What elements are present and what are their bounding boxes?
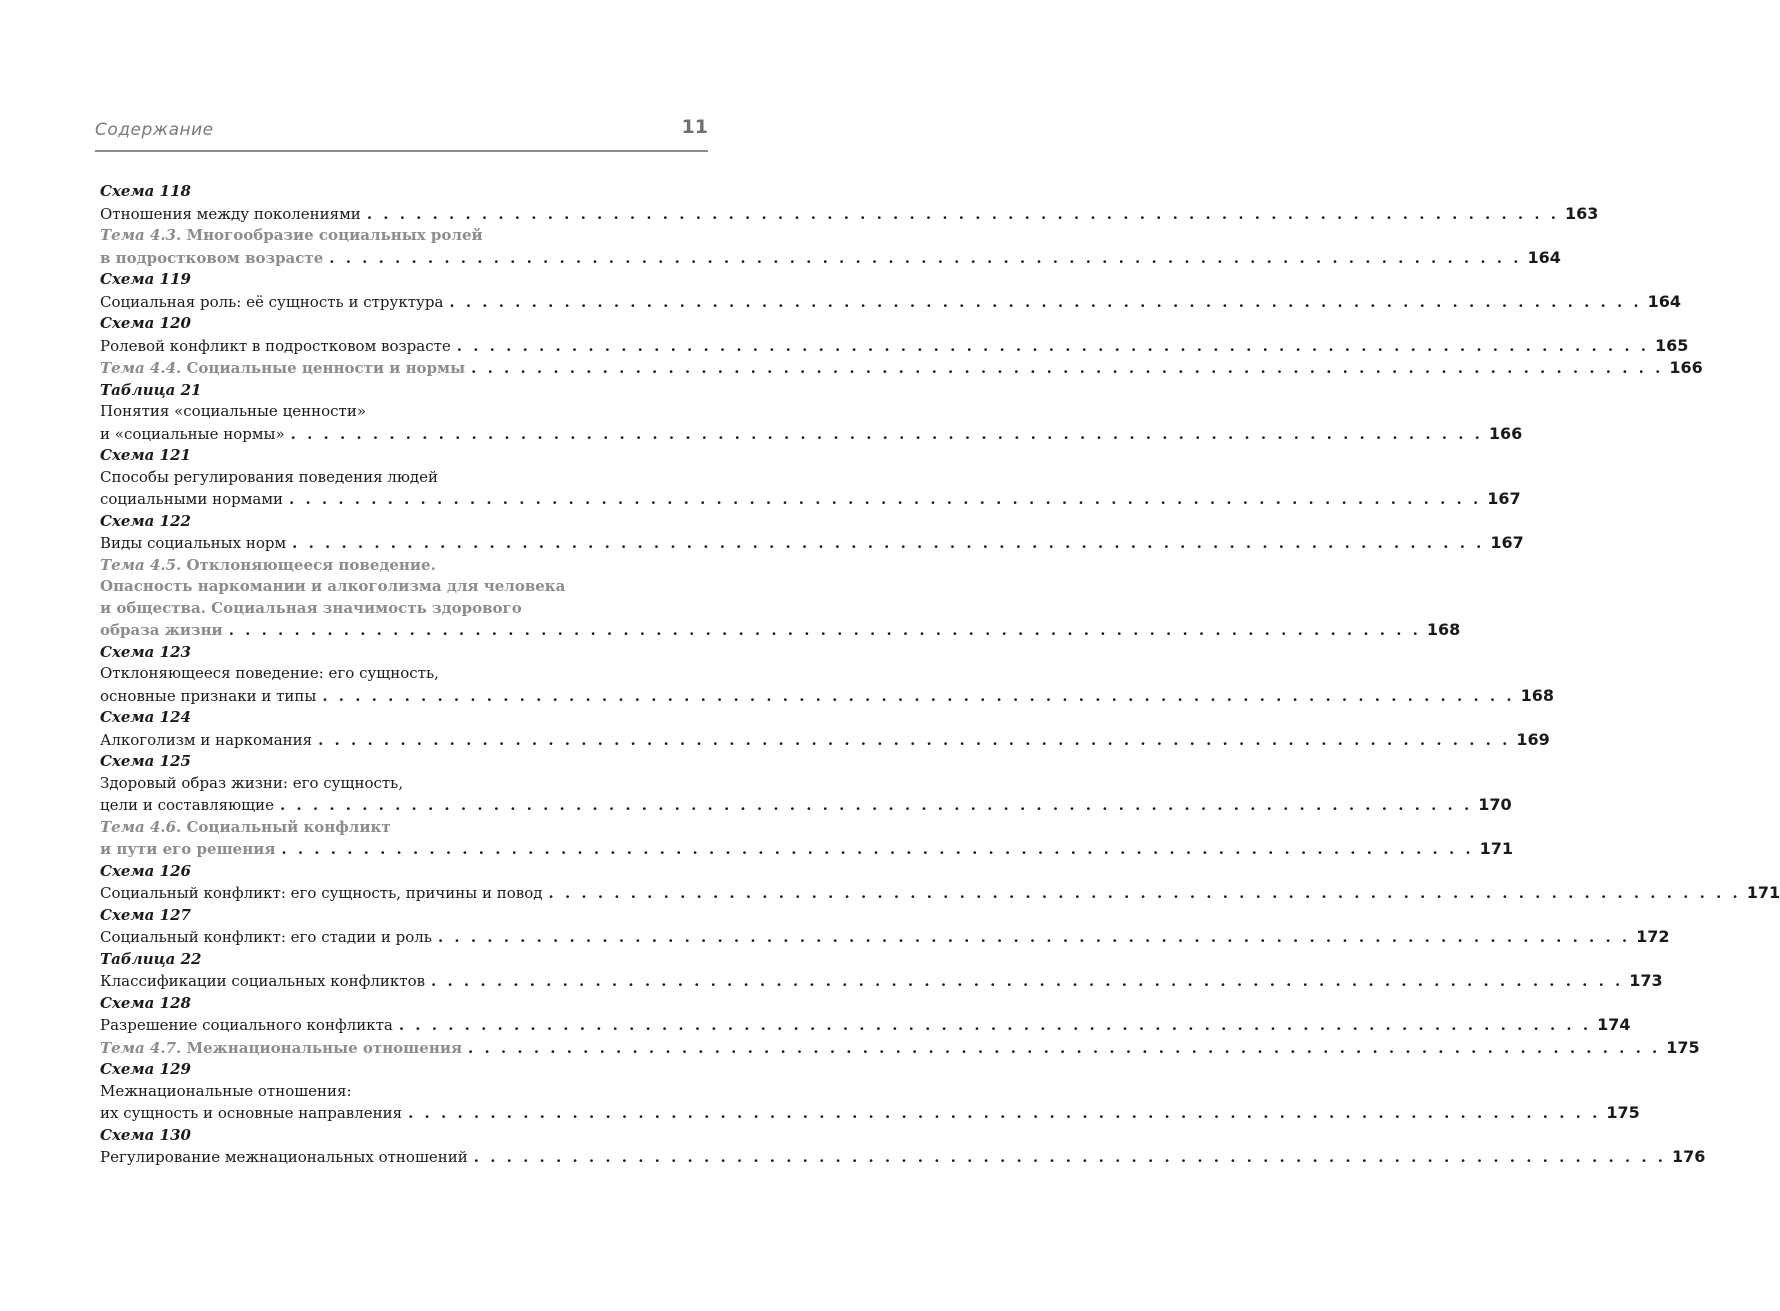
theme-title: образа жизни xyxy=(100,621,223,639)
theme-label: Тема 4.5 xyxy=(100,555,177,574)
toc-theme-entry[interactable] xyxy=(100,225,1561,269)
leader-dots: . . . . . . . . . . . . . . . . . . . . . . . . . . . . . . . . . . . . . . . . . . . . . . . . . . . . . . . . . . . . . . . . . . . . . . . . . xyxy=(548,884,1741,902)
entry-page-number: 166 xyxy=(1488,423,1523,443)
entry-line xyxy=(100,247,1561,270)
entry-title: цели и составляющие xyxy=(100,796,274,814)
toc-entry[interactable] xyxy=(100,511,1524,555)
toc-entry[interactable] xyxy=(100,1125,1706,1169)
entry-page-number: 174 xyxy=(1597,1015,1631,1034)
toc-entry[interactable] xyxy=(100,707,1550,751)
entry-title: Социальный конфликт: его сущность, причины и повод xyxy=(100,884,543,902)
entry-line xyxy=(100,1102,1640,1125)
toc-entry[interactable] xyxy=(100,181,1599,225)
entry-line xyxy=(100,1037,1700,1060)
entry-label: Схема 129 xyxy=(100,1060,191,1078)
toc-entry[interactable] xyxy=(100,269,1682,313)
theme-title: Тема 4.6. Социальный конфликт xyxy=(100,817,391,836)
entry-title: Отклоняющееся поведение: его сущность, xyxy=(100,664,439,682)
entry-title: Отношения между поколениями xyxy=(100,204,361,223)
toc-entry[interactable] xyxy=(100,751,1512,817)
leader-dots: . . . . . . . . . . . . . . . . . . . . . . . . . . . . . . . . . . . . . . . . . . . . . . . . . . . . . . . . . . . . . . . . . . . . . . . . . xyxy=(322,686,1515,705)
entry-line xyxy=(100,729,1550,752)
entry-page-number: 173 xyxy=(1629,971,1663,990)
leader-dots: . . . . . . . . . . . . . . . . . . . . . . . . . . . . . . . . . . . . . . . . . . . . . . . . . . . . . . . . . . . . . . . . . . . . . . . . . xyxy=(437,928,1631,946)
page-number: 11 xyxy=(681,116,708,138)
entry-line xyxy=(100,663,708,685)
toc-theme-entry[interactable] xyxy=(100,1037,1700,1060)
entry-title: Межнациональные отношения: xyxy=(100,1081,352,1100)
entry-page-number: 164 xyxy=(1527,247,1561,267)
entry-label: Схема 118 xyxy=(100,182,191,200)
entry-page-number: 176 xyxy=(1672,1147,1706,1166)
entry-line xyxy=(100,773,708,795)
entry-line xyxy=(100,619,1461,642)
entry-title: Регулирование межнациональных отношений xyxy=(100,1148,468,1166)
entry-title: Классификации социальных конфликтов xyxy=(100,972,426,990)
theme-title: Тема 4.7. Межнациональные отношения xyxy=(100,1038,463,1057)
entry-page-number: 171 xyxy=(1746,883,1780,902)
entry-page-number: 175 xyxy=(1666,1037,1700,1057)
leader-dots: . . . . . . . . . . . . . . . . . . . . . . . . . . . . . . . . . . . . . . . . . . . . . . . . . . . . . . . . . . . . . . . . . . . . . . . . . xyxy=(398,1016,1592,1034)
entry-label: Схема 125 xyxy=(100,752,191,770)
entry-line xyxy=(100,335,1689,358)
entry-line xyxy=(100,817,708,839)
leader-dots: . . . . . . . . . . . . . . . . . . . . . . . . . . . . . . . . . . . . . . . . . . . . . . . . . . . . . . . . . . . . . . . . . . . . . . . . . xyxy=(408,1104,1601,1122)
entry-page-number: 163 xyxy=(1565,203,1599,223)
leader-dots: . . . . . . . . . . . . . . . . . . . . . . . . . . . . . . . . . . . . . . . . . . . . . . . . . . . . . . . . . . . . . . . . . . . . . . . . . xyxy=(318,730,1511,749)
entry-line xyxy=(100,598,708,620)
theme-label: Тема 4.4 xyxy=(100,359,177,377)
entry-title: Виды социальных норм xyxy=(100,534,287,552)
toc-entry[interactable] xyxy=(100,1059,1640,1125)
table-of-contents xyxy=(100,181,1780,1169)
toc-entry[interactable] xyxy=(100,313,1689,357)
entry-title: Социальная роль: её сущность и структура xyxy=(100,292,444,311)
entry-title: социальными нормами xyxy=(100,490,283,508)
entry-line xyxy=(100,838,1514,861)
entry-title: их сущность и основные направления xyxy=(100,1104,403,1122)
theme-title: в подростковом возрасте xyxy=(100,248,324,267)
theme-title: Тема 4.5. Отклоняющееся поведение. xyxy=(100,555,436,574)
entry-line xyxy=(100,291,1682,314)
leader-dots: . . . . . . . . . . . . . . . . . . . . . . . . . . . . . . . . . . . . . . . . . . . . . . . . . . . . . . . . . . . . . . . . . . . . . . . . . xyxy=(329,248,1522,267)
leader-dots: . . . . . . . . . . . . . . . . . . . . . . . . . . . . . . . . . . . . . . . . . . . . . . . . . . . . . . . . . . . . . . . . . . . . . . . . . xyxy=(228,621,1421,639)
entry-page-number: 167 xyxy=(1490,533,1524,552)
entry-line xyxy=(100,225,708,247)
theme-title: Тема 4.3. Многообразие социальных ролей xyxy=(100,226,483,244)
leader-dots: . . . . . . . . . . . . . . . . . . . . . . . . . . . . . . . . . . . . . . . . . . . . . . . . . . . . . . . . . . . . . . . . . . . . . . . . . xyxy=(456,336,1650,355)
entry-page-number: 171 xyxy=(1479,839,1514,858)
entry-line xyxy=(100,401,708,423)
entry-line xyxy=(100,794,1512,817)
entry-label: Схема 122 xyxy=(100,511,191,530)
toc-theme-entry[interactable] xyxy=(100,357,1703,380)
toc-entry[interactable] xyxy=(100,905,1670,949)
entry-line xyxy=(100,1081,708,1103)
entry-title: Понятия «социальные ценности» xyxy=(100,402,366,420)
section-title: Содержание xyxy=(95,120,214,140)
entry-line xyxy=(100,1146,1706,1169)
theme-title: и пути его решения xyxy=(100,840,276,858)
leader-dots: . . . . . . . . . . . . . . . . . . . . . . . . . . . . . . . . . . . . . . . . . . . . . . . . . . . . . . . . . . . . . . . . . . . . . . . . . xyxy=(431,972,1624,990)
entry-title: Социальный конфликт: его стадии и роль xyxy=(100,928,432,946)
entry-title: Ролевой конфликт в подростковом возрасте xyxy=(100,336,451,355)
leader-dots: . . . . . . . . . . . . . . . . . . . . . . . . . . . . . . . . . . . . . . . . . . . . . . . . . . . . . . . . . . . . . . . . . . . . . . . . . xyxy=(279,796,1473,814)
entry-line xyxy=(100,685,1554,708)
leader-dots: . . . . . . . . . . . . . . . . . . . . . . . . . . . . . . . . . . . . . . . . . . . . . . . . . . . . . . . . . . . . . . . . . . . . . . . . . xyxy=(290,424,1483,443)
toc-theme-entry[interactable] xyxy=(100,817,1514,861)
theme-label: Тема 4.3 xyxy=(100,226,177,244)
leader-dots: . . . . . . . . . . . . . . . . . . . . . . . . . . . . . . . . . . . . . . . . . . . . . . . . . . . . . . . . . . . . . . . . . . . . . . . . . xyxy=(292,534,1485,552)
entry-label: Схема 120 xyxy=(100,314,191,332)
entry-label: Таблица 21 xyxy=(100,380,202,399)
entry-page-number: 167 xyxy=(1487,489,1521,508)
toc-entry[interactable] xyxy=(100,949,1663,993)
entry-line xyxy=(100,1014,1631,1037)
entry-label: Схема 127 xyxy=(100,905,191,924)
leader-dots: . . . . . . . . . . . . . . . . . . . . . . . . . . . . . . . . . . . . . . . . . . . . . . . . . . . . . . . . . . . . . . . . . . . . . . . . . xyxy=(468,1038,1661,1057)
entry-page-number: 175 xyxy=(1606,1103,1640,1122)
entry-line xyxy=(100,970,1663,993)
entry-page-number: 168 xyxy=(1426,620,1461,639)
entry-title: и «социальные нормы» xyxy=(100,424,285,443)
toc-theme-entry[interactable] xyxy=(100,555,1461,642)
leader-dots: . . . . . . . . . . . . . . . . . . . . . . . . . . . . . . . . . . . . . . . . . . . . . . . . . . . . . . . . . . . . . . . . . . . . . . . . . xyxy=(366,204,1560,223)
entry-label: Таблица 22 xyxy=(100,949,202,968)
entry-page-number: 165 xyxy=(1655,335,1689,355)
leader-dots: . . . . . . . . . . . . . . . . . . . . . . . . . . . . . . . . . . . . . . . . . . . . . . . . . . . . . . . . . . . . . . . . . . . . . . . . . xyxy=(289,490,1482,508)
theme-title: Опасность наркомании и алкоголизма для человека xyxy=(100,577,566,595)
toc-entry[interactable] xyxy=(100,642,1554,708)
entry-title: Алкоголизм и наркомания xyxy=(100,730,313,749)
entry-line xyxy=(100,203,1599,226)
entry-page-number: 168 xyxy=(1520,685,1554,705)
leader-dots: . . . . . . . . . . . . . . . . . . . . . . . . . . . . . . . . . . . . . . . . . . . . . . . . . . . . . . . . . . . . . . . . . . . . . . . . . xyxy=(471,359,1664,377)
theme-label: Тема 4.7 xyxy=(100,1038,177,1057)
entry-line xyxy=(100,555,708,577)
entry-line xyxy=(100,882,1780,905)
toc-entry[interactable] xyxy=(100,861,1780,905)
entry-title: Здоровый образ жизни: его сущность, xyxy=(100,773,404,792)
entry-page-number: 164 xyxy=(1647,291,1682,311)
entry-line xyxy=(100,423,1523,446)
running-header xyxy=(95,116,708,152)
entry-label: Схема 119 xyxy=(100,270,191,288)
theme-title: и общества. Социальная значимость здорового xyxy=(100,598,522,617)
entry-page-number: 166 xyxy=(1669,358,1703,377)
entry-label: Схема 126 xyxy=(100,861,191,880)
entry-line xyxy=(100,488,1521,511)
theme-label: Тема 4.6 xyxy=(100,817,177,836)
entry-label: Схема 130 xyxy=(100,1125,191,1144)
entry-label: Схема 124 xyxy=(100,708,191,726)
entry-label: Схема 123 xyxy=(100,642,191,661)
leader-dots: . . . . . . . . . . . . . . . . . . . . . . . . . . . . . . . . . . . . . . . . . . . . . . . . . . . . . . . . . . . . . . . . . . . . . . . . . xyxy=(449,292,1642,311)
toc-entry[interactable] xyxy=(100,993,1631,1037)
entry-label: Схема 121 xyxy=(100,446,191,464)
entry-title: Разрешение социального конфликта xyxy=(100,1016,393,1034)
toc-entry[interactable] xyxy=(100,380,1523,446)
entry-title: Способы регулирования поведения людей xyxy=(100,467,438,486)
entry-line xyxy=(100,357,1703,380)
theme-title: Тема 4.4. Социальные ценности и нормы xyxy=(100,359,466,377)
entry-page-number: 170 xyxy=(1478,795,1512,814)
entry-page-number: 172 xyxy=(1636,927,1670,946)
entry-line xyxy=(100,532,1524,555)
leader-dots: . . . . . . . . . . . . . . . . . . . . . . . . . . . . . . . . . . . . . . . . . . . . . . . . . . . . . . . . . . . . . . . . . . . . . . . . . xyxy=(281,840,1474,858)
leader-dots: . . . . . . . . . . . . . . . . . . . . . . . . . . . . . . . . . . . . . . . . . . . . . . . . . . . . . . . . . . . . . . . . . . . . . . . . . xyxy=(473,1148,1666,1166)
entry-line xyxy=(100,467,708,489)
entry-line xyxy=(100,926,1670,949)
entry-page-number: 169 xyxy=(1516,729,1550,749)
entry-line xyxy=(100,576,708,598)
toc-entry[interactable] xyxy=(100,445,1521,511)
entry-title: основные признаки и типы xyxy=(100,686,317,705)
entry-label: Схема 128 xyxy=(100,993,191,1012)
